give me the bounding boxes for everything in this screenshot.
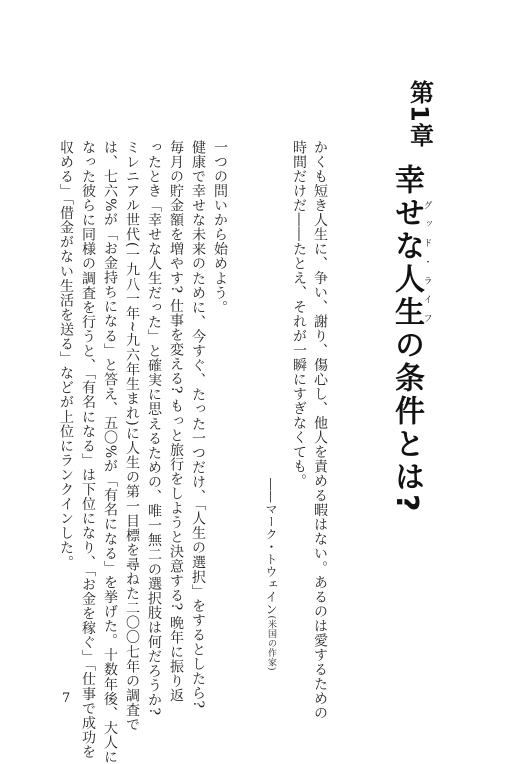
epigraph-line: 時間だけだ――たとえ、それが一瞬にすぎなくても。 — [291, 140, 307, 488]
body-line: 一つの問いから始めよう。 — [212, 140, 228, 315]
epigraph-attribution — [265, 478, 277, 671]
body-line: なった彼らに同様の調査を行うと、「有名になる」は下位になり、「お金を稼ぐ」「仕事で成功を — [80, 140, 96, 760]
attribution-note: (米国の作家) — [266, 615, 276, 672]
page-number: 7 — [62, 691, 71, 706]
epigraph-line: かくも短き人生に、争い、謝り、傷心し、他人を責める暇はない。あるのは愛するための — [312, 140, 328, 720]
body-line: 毎月の貯金額を増やす? 仕事を変える? もっと旅行をしようと決意する? 晩年に振り返 — [168, 140, 184, 703]
chapter-title-part: の条件とは? — [389, 328, 424, 515]
body-line: 健康で幸せな未来のために、今すぐ、たった一つだけ、「人生の選択」をするとしたら? — [190, 140, 206, 709]
body-line: ミレニアル世代(一九八一年~九六年生まれ)に人生の第一目標を尋ねた二〇〇七年の調査で — [124, 140, 140, 732]
chapter-title — [391, 164, 432, 514]
body-line: は、七六%が「お金持ちになる」と答え、五〇%が「有名になる」を挙げた。十数年後、大人に — [102, 140, 118, 764]
body-line: 収める」「借金がない生活を送る」などが上位にランクインした。 — [58, 140, 74, 570]
chapter-label: 第1章 — [405, 80, 434, 148]
attribution-name: ――マーク・トウェイン — [264, 478, 278, 616]
body-line: ったとき「幸せな人生だった」と確実に思えるための、唯一無二の選択肢は何だろうか? — [146, 140, 162, 716]
chapter-heading — [391, 80, 432, 514]
chapter-title-ruby — [389, 196, 432, 329]
chapter-title-ruby-base: せな人生 — [389, 196, 424, 329]
chapter-title-part: 幸 — [389, 163, 424, 197]
chapter-title-furigana: グッド・ライフ — [421, 196, 432, 329]
